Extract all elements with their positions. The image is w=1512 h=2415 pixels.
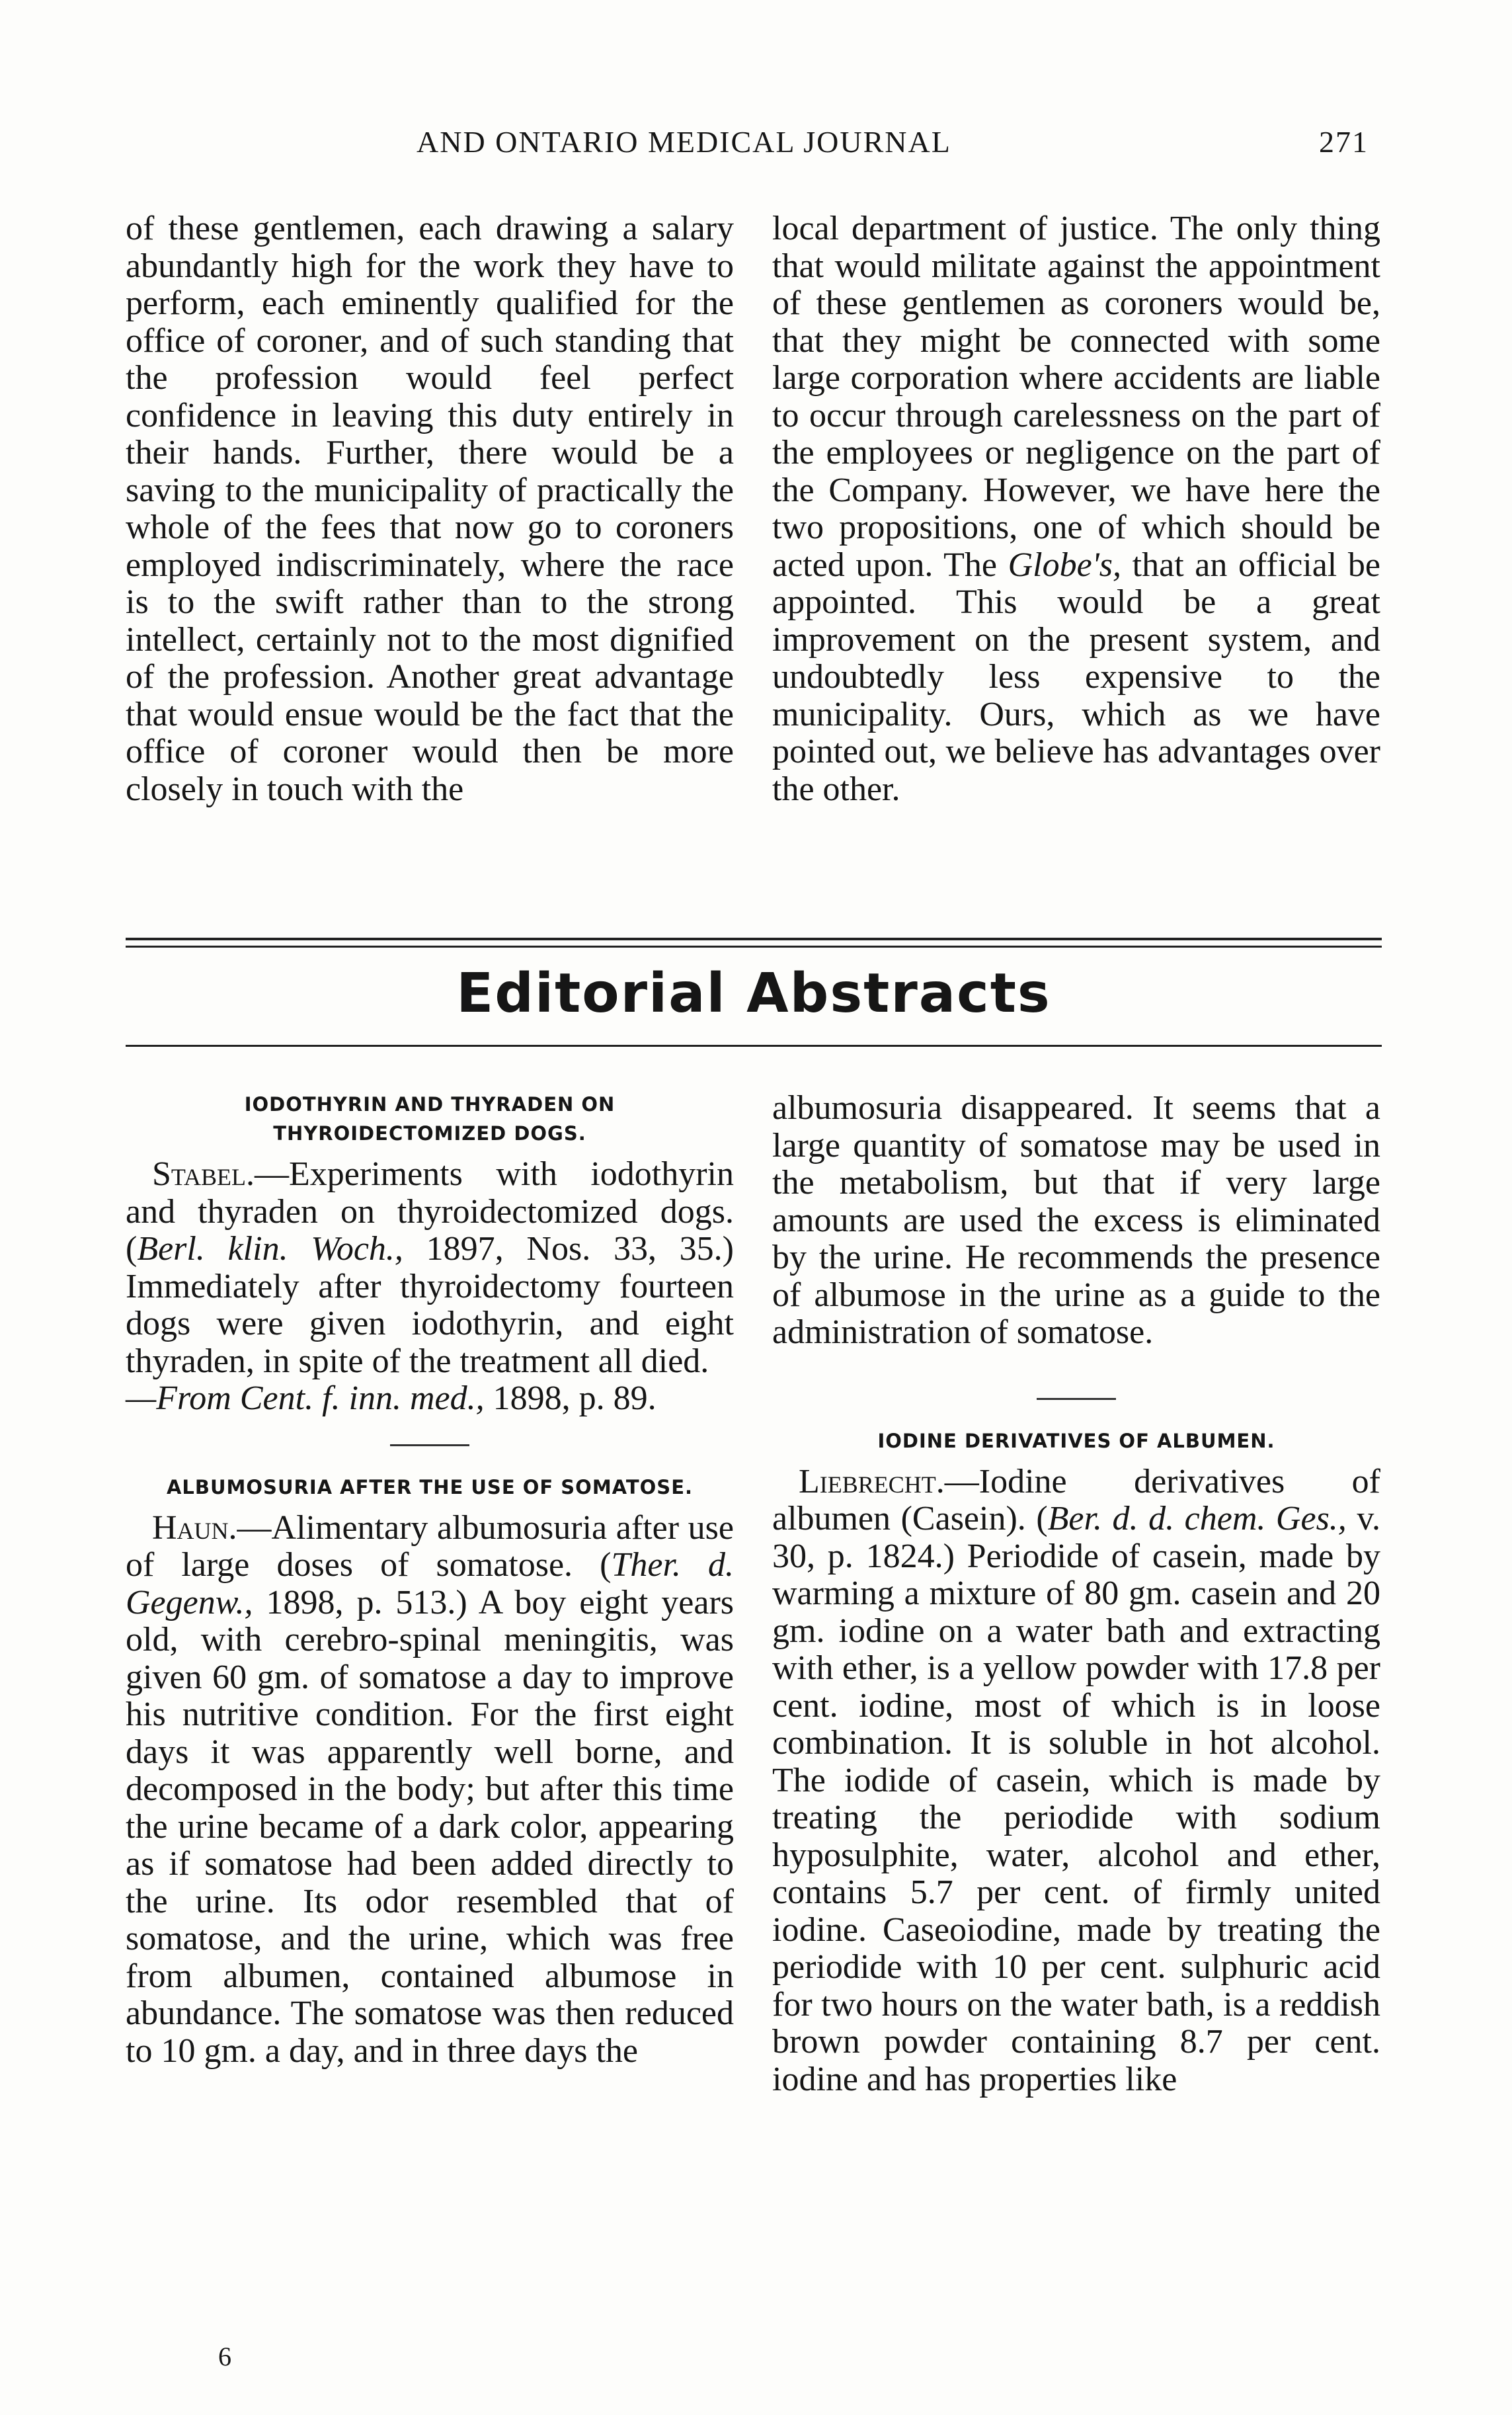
top-left-paragraph: of these gentlemen, each drawing a salary abundantly high for the work they have to perform, each eminently qualified for the office of coroner, and of such standing that the profession would feel perfect confidence in leaving this duty entirely in their hands. Further, there would be a saving to the municipality of practically the whole of the fees that now go to coroners employed indiscriminately, where the race is to the swift rather than to the strong intellect, certainly not to the most dignified of the profession. Another great advantage that would ensue would be the fact that the office of coroner would then be more closely in touch with the [126, 210, 734, 808]
article-body-albumosuria: Haun.—Alimentary albumosuria after use of large doses of somatose. (Ther. d. Gegenw., 1898, p. 513.) A boy eight years old, with cerebro-spinal meningitis, was given 60 gm. of somatose a day to improve his nutritive condition. For the first eight days it was apparently well borne, and decomposed in the body; but after this time the urine became of a dark color, appearing as if somatose had been added directly to the urine. Its odor resembled that of somatose, and the urine, which was free from albumen, contained albumose in abundance. The somatose was then reduced to 10 gm. a day, and in three days the [126, 1508, 734, 2070]
double-rule-top [126, 938, 1382, 940]
author-stabel: Stabel. [152, 1155, 255, 1193]
section-title: Editorial Abstracts [456, 962, 1051, 1025]
article-body-iodothyrin: Stabel.—Experiments with iodothyrin and thyraden on thyroidectomized dogs. (Berl. klin. Woch., 1897, Nos. 33, 35.) Immediately after thyroidectomy fourteen dogs were given iodothyrin, and eight thyraden, in spite of the treatment all died. —From Cent. f. inn. med., 1898, p. 89. [126, 1155, 735, 1417]
running-header [126, 124, 1382, 171]
journal-title: AND ONTARIO MEDICAL JOURNAL [417, 125, 951, 159]
globe-citation: Globe's, [1008, 546, 1122, 584]
source-citation: —From Cent. f. inn. med., [126, 1379, 485, 1417]
top-right-text-2: that an official be appointed. This would be a great improvement on the present system, and undoubtedly less expensive to the municipality. Ours, which as we have pointed out, we believe has advantages over the other. [772, 546, 1380, 808]
article-body-albumosuria-continued: albumosuria disappeared. It seems that a large quantity of somatose may be used in the metabolism, but that if very large amounts are used the excess is eliminated by the urine. He recommends the presence of albumose in the urine as a guide to the administration of somatose. [772, 1089, 1380, 1351]
citation-berl: Berl. klin. Woch., [137, 1230, 403, 1268]
top-right-paragraph [772, 210, 1380, 808]
article-heading-iodine: IODINE DERIVATIVES OF ALBUMEN. [877, 1429, 1275, 1452]
bottom-left-column [126, 1090, 734, 2070]
article-separator [1037, 1398, 1116, 1400]
article-heading-albumosuria: ALBUMOSURIA AFTER THE USE OF SOMATOSE. [166, 1475, 694, 1498]
bottom-right-column [772, 1090, 1380, 2098]
signature-mark: 6 [218, 2342, 231, 2371]
top-left-column [126, 210, 734, 808]
article-separator [390, 1444, 469, 1446]
citation-ber: Ber. d. d. chem. Ges., [1047, 1500, 1347, 1537]
top-right-text-1: local department of justice. The only thing that would militate against the appointment of these gentlemen as coroners would be, that they might be connected with some large corporation where accidents are liable to occur through carelessness on the part of the employees or negligence on the part of the Company. However, we have here the two propositions, one of which should be acted upon. The [772, 210, 1380, 584]
article-heading-iodothyrin: IODOTHYRIN AND THYRADEN ON THYROIDECTOMIZED DOGS. [244, 1093, 616, 1145]
top-right-column [772, 210, 1380, 808]
section-rule [126, 1045, 1382, 1047]
article-body-iodine: Liebrecht.—Iodine derivatives of albumen (Casein). (Ber. d. d. chem. Ges., v. 30, p. 1824.) Periodide of casein, made by warming a mixture of 80 gm. casein and 20 gm. iodine on a water bath and extracting with ether, is a yellow powder with 17.8 per cent. iodine, most of which is in loose combination. It is soluble in hot alcohol. The iodide of casein, which is made by treating the periodide with sodium hyposulphite, water, alcohol and ether, contains 5.7 per cent. of firmly united iodine. Caseoiodine, made by treating the periodide with 10 per cent. sulphuric acid for two hours on the water bath, is a reddish brown powder containing 8.7 per cent. iodine and has properties like [772, 1462, 1380, 2098]
author-haun: Haun. [152, 1508, 237, 1547]
double-rule-bottom [126, 946, 1382, 948]
page-number: 271 [1319, 125, 1369, 159]
author-liebrecht: Liebrecht. [799, 1462, 945, 1500]
citation-ther: Ther. d. Gegenw., [126, 1546, 734, 1621]
